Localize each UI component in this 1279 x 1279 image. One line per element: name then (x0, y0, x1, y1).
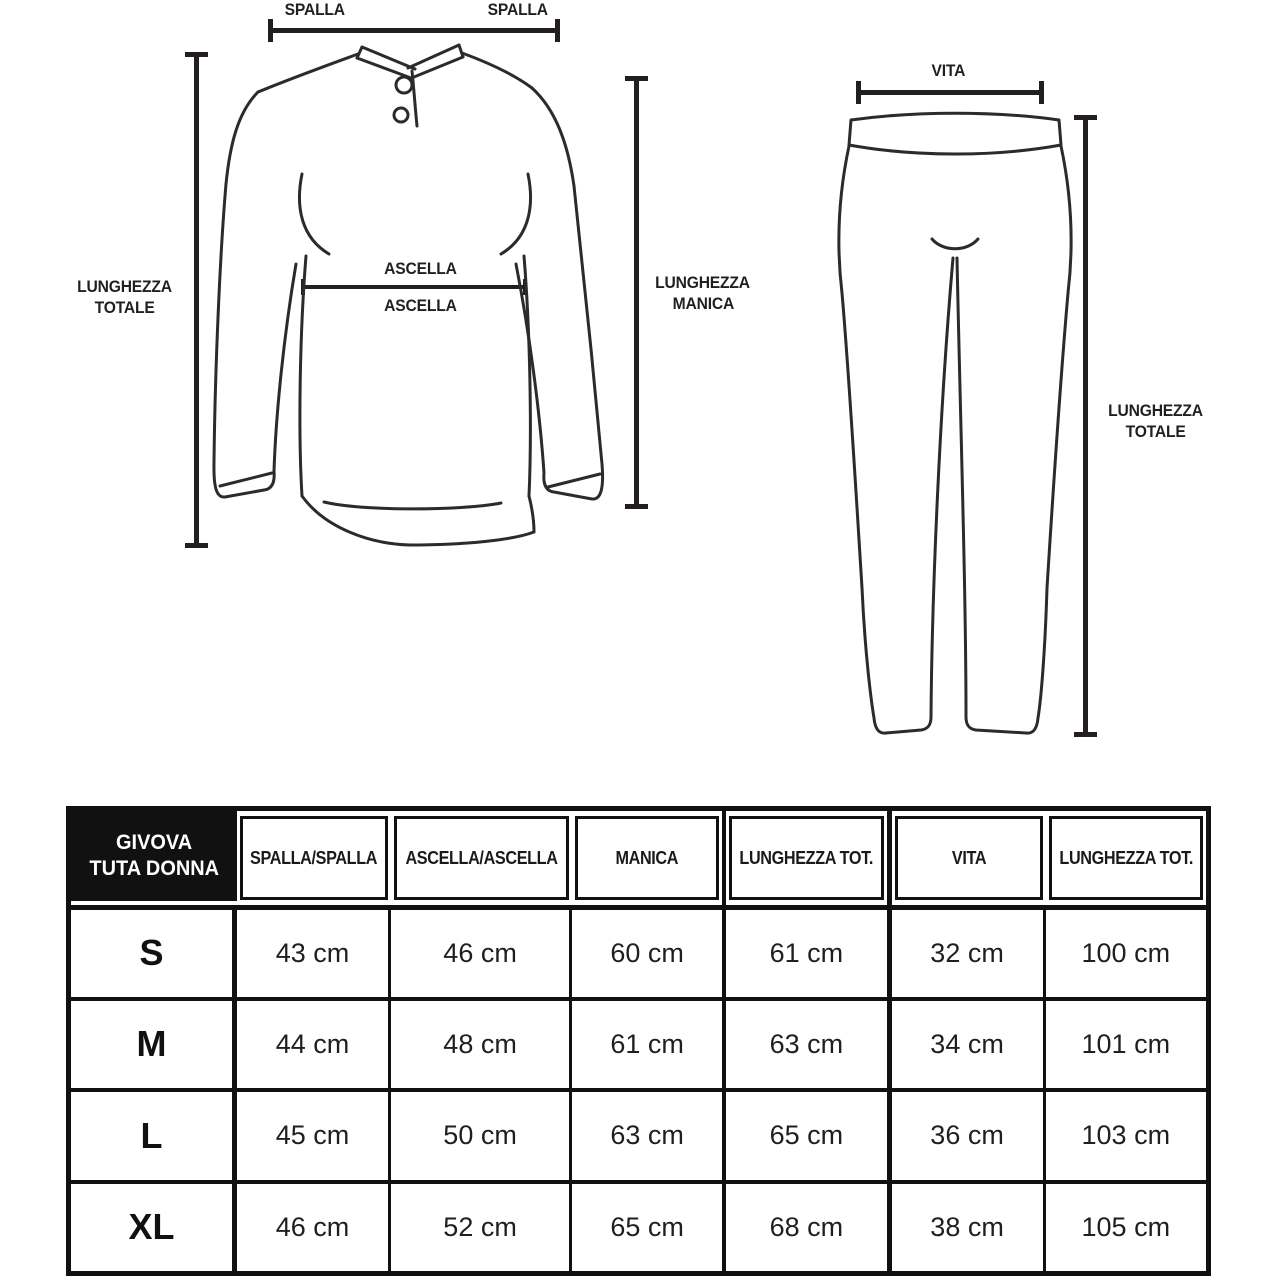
value-cell: 32 cm (892, 905, 1046, 997)
column-header-manica (572, 811, 726, 905)
column-header-ascella-text: ASCELLA/ASCELLA (405, 847, 558, 868)
column-header-ascella (391, 811, 572, 905)
shirt-total-length-label-line1: LUNGHEZZA (77, 277, 173, 296)
value-cell: 60 cm (572, 905, 726, 997)
size-row-label: S (71, 905, 237, 997)
column-header-lunghezza-top (726, 811, 891, 905)
shirt-sleeve-label-line1: LUNGHEZZA (655, 273, 751, 292)
pants-waist-label (868, 60, 1028, 81)
column-header-spalla-text: SPALLA/SPALLA (250, 847, 378, 868)
column-header-lunghezza-pants-text: LUNGHEZZA TOT. (1059, 847, 1193, 868)
size-row-label: XL (71, 1180, 237, 1272)
value-cell: 68 cm (726, 1180, 891, 1272)
column-header-lunghezza-top-text: LUNGHEZZA TOT. (739, 847, 874, 868)
pants-waistband (849, 113, 1061, 154)
pants-total-length-label (1076, 400, 1236, 442)
shirt-shoulder-measure-line (270, 28, 558, 33)
value-cell: 65 cm (572, 1180, 726, 1272)
pants-waist-label-text: VITA (931, 61, 965, 80)
value-cell: 38 cm (892, 1180, 1046, 1272)
shirt-total-length-label (45, 276, 205, 318)
pants-total-length-label-line1: LUNGHEZZA (1108, 401, 1204, 420)
shirt-shoulder-label-left (235, 0, 395, 20)
sweatshirt-body-outline (214, 53, 603, 545)
value-cell: 65 cm (726, 1088, 891, 1180)
sweatshirt-placket (412, 71, 417, 126)
brand-name: GIVOVA (115, 831, 193, 854)
value-cell: 43 cm (237, 905, 391, 997)
product-name: TUTA DONNA (89, 857, 219, 880)
column-header-lunghezza-pants (1046, 811, 1206, 905)
value-cell: 101 cm (1046, 997, 1206, 1089)
shirt-underarm-label-below-text: ASCELLA (383, 296, 457, 315)
sweatshirt-drawing (210, 40, 630, 560)
column-header-spalla (237, 811, 391, 905)
sweatshirt-hem-line (324, 502, 501, 509)
value-cell: 105 cm (1046, 1180, 1206, 1272)
value-cell: 63 cm (572, 1088, 726, 1180)
value-cell: 34 cm (892, 997, 1046, 1089)
column-header-vita-text: VITA (951, 847, 986, 868)
pants-legs-outline (839, 146, 1071, 733)
sweatshirt-collar (357, 45, 463, 126)
value-cell: 48 cm (391, 997, 572, 1089)
value-cell: 52 cm (391, 1180, 572, 1272)
size-table-corner-header (71, 811, 237, 901)
value-cell: 44 cm (237, 997, 391, 1089)
value-cell: 50 cm (391, 1088, 572, 1180)
pants-total-length-label-line2: TOTALE (1125, 422, 1186, 441)
size-table (66, 806, 1211, 1276)
shirt-shoulder-label-right (438, 0, 598, 20)
shirt-total-length-label-line2: TOTALE (94, 298, 155, 317)
pants-waist-measure-line (858, 90, 1042, 95)
column-header-manica-text: MANICA (615, 847, 679, 868)
shirt-shoulder-label-left-text: SPALLA (284, 0, 346, 19)
value-cell: 61 cm (572, 997, 726, 1089)
size-row-label: M (71, 997, 237, 1089)
shirt-shoulder-label-right-text: SPALLA (487, 0, 549, 19)
size-row-label: L (71, 1088, 237, 1180)
pants-drawing (835, 108, 1075, 748)
sweatshirt-button-bottom (394, 108, 408, 122)
shirt-sleeve-length-label (623, 272, 783, 314)
value-cell: 36 cm (892, 1088, 1046, 1180)
value-cell: 103 cm (1046, 1088, 1206, 1180)
value-cell: 46 cm (237, 1180, 391, 1272)
value-cell: 63 cm (726, 997, 891, 1089)
shirt-sleeve-label-line2: MANICA (672, 294, 734, 313)
value-cell: 61 cm (726, 905, 891, 997)
value-cell: 100 cm (1046, 905, 1206, 997)
shirt-underarm-label-above-text: ASCELLA (383, 259, 457, 278)
value-cell: 46 cm (391, 905, 572, 997)
sweatshirt-button-top (396, 77, 412, 93)
column-header-vita (892, 811, 1046, 905)
pants-crotch-seam (932, 239, 978, 249)
value-cell: 45 cm (237, 1088, 391, 1180)
